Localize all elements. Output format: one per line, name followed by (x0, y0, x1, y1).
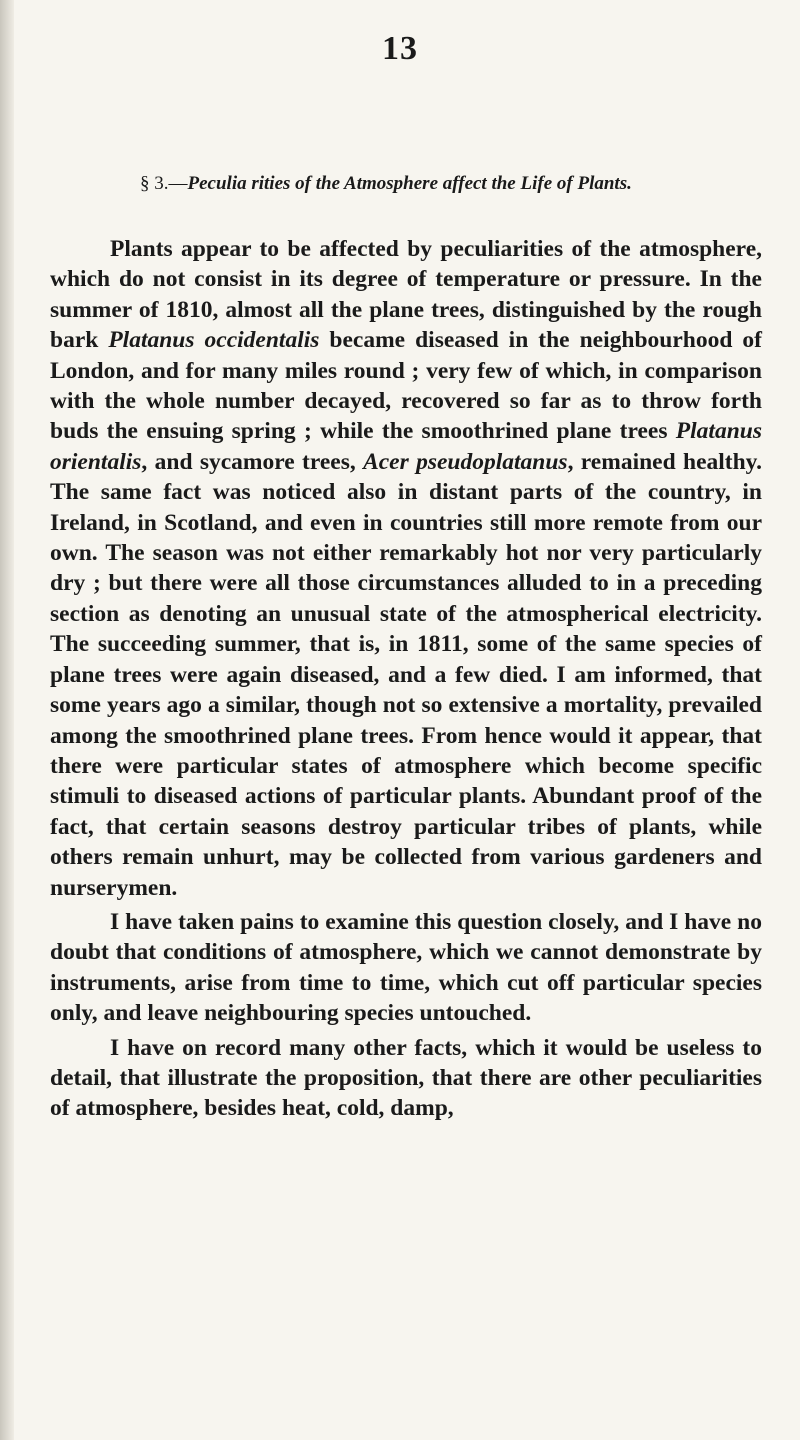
body-text (50, 234, 762, 1124)
paragraph-2: I have taken pains to examine this question closely, and I have no doubt that conditions of atmosphere, which we cannot demonstrate by instruments, arise from time to time, which cut off particular species only, and leave neighbouring species untouched. (50, 908, 762, 1027)
page-edge-shadow (0, 0, 14, 1440)
section-heading: § 3.—Peculia rities of the Atmosphere affect the Life of Plants. (140, 173, 632, 194)
paragraph-1: Plants appear to be affected by peculiarities of the atmosphere, which do not consist in its degree of temperature or pressure. In the summer of 1810, almost all the plane trees, distinguished by the rough bark Platanus occidentalis became diseased in the neighbourhood of London, and for many miles round ; very few of which, in comparison with the whole number decayed, recovered so far as to throw forth buds the ensuing spring ; while the smoothrined plane trees Platanus orientalis, and sycamore trees, Acer pseudoplatanus, remained healthy. The same fact was noticed also in distant parts of the country, in Ireland, in Scotland, and even in countries still more remote from our own. The season was not either remarkably hot nor very particularly dry ; but there were all those circumstances alluded to in a preceding section as denoting an unusual state of the atmospherical electricity. The succeeding summer, that is, in 1811, some of the same species of plane trees were again diseased, and a few died. I am informed, that some years ago a similar, though not so extensive a mortality, prevailed among the smoothrined plane trees. From hence would it appear, that there were particular states of atmosphere which become specific stimuli to diseased actions of particular plants. Abundant proof of the fact, that certain seasons destroy particular tribes of plants, while others remain unhurt, may be collected from various gardeners and nurserymen. (50, 236, 762, 901)
paragraph-3: I have on record many other facts, which it would be useless to detail, that illustrate the proposition, that there are other peculiarities of atmosphere, besides heat, cold, damp, (50, 1034, 762, 1122)
page-number: 13 (382, 30, 418, 67)
